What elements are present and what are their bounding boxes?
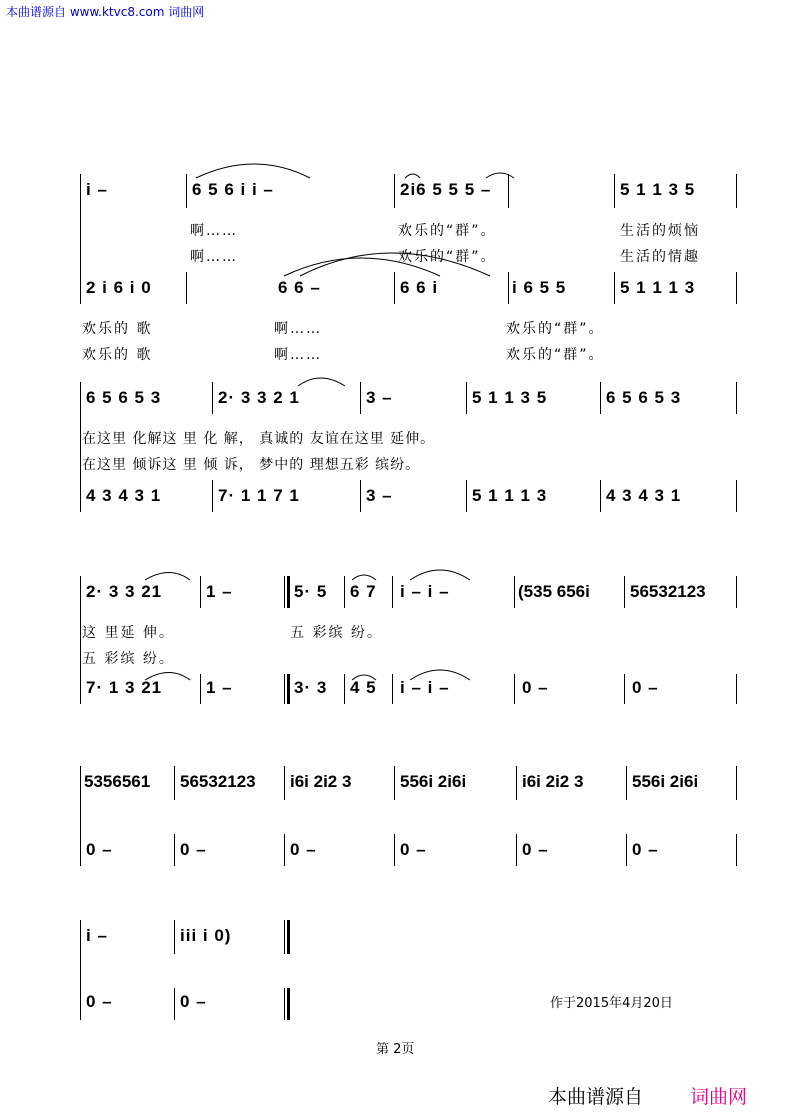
notes-lower-m6: 0 –: [522, 678, 549, 697]
slur: [410, 670, 470, 680]
slur: [298, 378, 345, 386]
notes-lower-m5: 4 3 4 3 1: [606, 486, 682, 505]
notes-lower-m2: 1 –: [206, 678, 233, 697]
notes-lower-m5: i – i –: [400, 678, 450, 697]
notes-lower-m1: 0 –: [86, 992, 113, 1011]
notes-lower-m3: 0 –: [290, 840, 317, 859]
notes-upper-m6: (535 656i: [518, 582, 590, 601]
lyric-verse1: 生活的烦恼: [620, 223, 700, 239]
notes-upper-m3: 5· 5: [294, 582, 328, 601]
notes-lower-m3: 6 6 i: [400, 278, 439, 297]
composition-date: 作于2015年4月20日: [550, 996, 673, 1011]
notes-lower-m4: 5 1 1 1 3: [620, 278, 696, 297]
lyric-lower1: 欢乐的 歌: [82, 321, 153, 337]
site-header[interactable]: 本曲谱源自 www.ktvc8.com 词曲网: [6, 5, 205, 19]
notes-upper-m1: i –: [86, 926, 108, 945]
lyric-verse1: 五 彩缤 纷。: [290, 625, 383, 641]
slur: [196, 164, 310, 178]
notes-upper-m1: 6 5 6 5 3: [86, 388, 162, 407]
notes-lower-m6: 0 –: [632, 840, 659, 859]
slur: [405, 174, 420, 178]
page-number: 第 2页: [376, 1042, 415, 1057]
notes-upper-m6: 556i 2i6i: [632, 772, 699, 791]
slur: [145, 573, 190, 581]
notes-upper-m4: 6 7: [350, 582, 377, 601]
lyric-verse2: 五 彩缤 纷。: [82, 651, 175, 667]
slur: [284, 258, 440, 276]
notes-lower-m1: 4 3 4 3 1: [86, 486, 162, 505]
notes-upper-m1: i –: [86, 180, 108, 199]
lyric-verse2: 生活的情趣: [620, 249, 700, 265]
notes-upper-m2: 1 –: [206, 582, 233, 601]
notes-upper-m5: 6 5 6 5 3: [606, 388, 682, 407]
notes-upper-m5: i6i 2i2 3: [522, 772, 584, 791]
notes-lower-m4: 5 1 1 1 3: [472, 486, 548, 505]
notes-lower-m2: 0 –: [180, 840, 207, 859]
notes-lower-m2: 7· 1 1 7 1: [218, 486, 300, 505]
notes-lower-m1: 0 –: [86, 840, 113, 859]
notes-upper-m3: i6i 2i2 3: [290, 772, 352, 791]
notes-upper-m1: 2· 3 3 21: [86, 582, 163, 601]
notes-upper-m4: 5 1 1 3 5: [620, 180, 696, 199]
slur: [486, 173, 514, 178]
notes-upper-m5: i – i –: [400, 582, 450, 601]
notes-upper-m1: 5356561: [84, 772, 151, 791]
lyric-verse1: 在这里 化解这 里 化 解， 真诚的 友谊在这里 延伸。: [82, 431, 436, 447]
notes-upper-m3: 2i6 5 5 5 –: [400, 180, 492, 199]
notes-lower-m2: 6 6 –: [278, 278, 321, 297]
notes-lower-m4: 4 5: [350, 678, 377, 697]
lyric-verse2: 欢乐的“群”。: [398, 249, 497, 265]
lyric-lower2: 欢乐的“群”。: [506, 347, 605, 363]
notes-upper-m2: 2· 3 3 2 1: [218, 388, 300, 407]
lyric-lower2: 啊……: [274, 347, 322, 363]
notes-lower-m5: 0 –: [522, 840, 549, 859]
slur: [352, 675, 376, 680]
lyric-verse2: 在这里 倾诉这 里 倾 诉， 梦中的 理想五彩 缤纷。: [82, 457, 421, 473]
slur: [352, 575, 376, 580]
lyric-lower1: 欢乐的“群”。: [506, 321, 605, 337]
notes-lower-m2: 0 –: [180, 992, 207, 1011]
lyric-lower1: 啊……: [274, 321, 322, 337]
notes-lower-m1: 7· 1 3 21: [86, 678, 163, 697]
brand-left: 本曲谱源自: [548, 1086, 644, 1108]
notes-lower-m3: 3 –: [366, 486, 393, 505]
notes-lower-m3b: i 6 5 5: [512, 278, 567, 297]
slur: [145, 673, 190, 681]
slur: [410, 570, 470, 580]
notes-lower-m3: 3· 3: [294, 678, 328, 697]
lyric-verse1: 啊……: [190, 223, 238, 239]
notes-upper-m2: 56532123: [180, 772, 256, 791]
lyric-verse1: 欢乐的“群”。: [398, 223, 497, 239]
notes-lower-m4: 0 –: [400, 840, 427, 859]
slur: [300, 253, 490, 276]
brand-right[interactable]: 词曲网: [690, 1086, 748, 1108]
notes-upper-m2: iii i 0): [180, 926, 232, 945]
notes-lower-m1: 2 i 6 i 0: [86, 278, 152, 297]
notes-upper-m7: 56532123: [630, 582, 706, 601]
notes-upper-m4: 556i 2i6i: [400, 772, 467, 791]
notes-upper-m3: 3 –: [366, 388, 393, 407]
notes-lower-m7: 0 –: [632, 678, 659, 697]
lyric-verse1: 这 里延 伸。: [82, 625, 175, 641]
notes-upper-m2: 6 5 6 i i –: [192, 180, 274, 199]
notes-upper-m4: 5 1 1 3 5: [472, 388, 548, 407]
lyric-verse2: 啊……: [190, 249, 238, 265]
lyric-lower2: 欢乐的 歌: [82, 347, 153, 363]
